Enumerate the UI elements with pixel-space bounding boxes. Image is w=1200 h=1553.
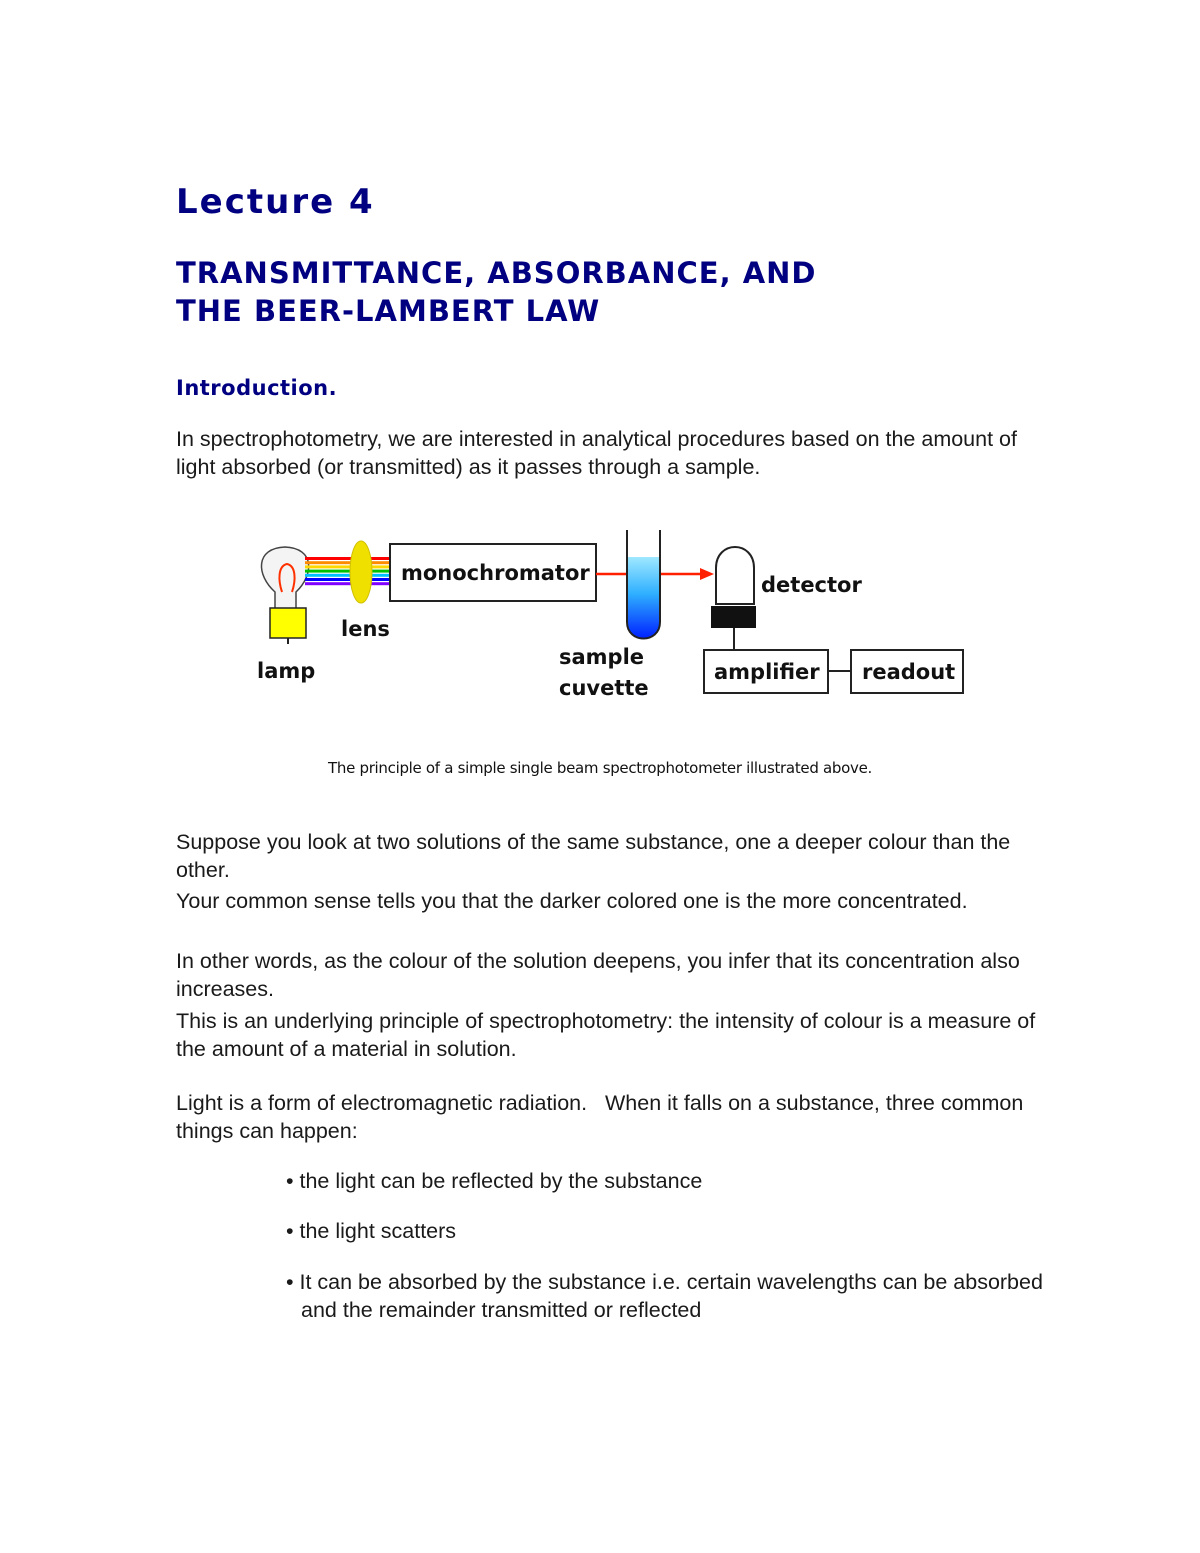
- cuvette-icon: [627, 530, 660, 639]
- rainbow-band: [305, 561, 390, 564]
- bullet-item: • the light scatters: [286, 1219, 457, 1243]
- body-paragraph: Suppose you look at two solutions of the same substance, one a deeper colour than the other.: [176, 830, 1011, 882]
- body-paragraph: In other words, as the colour of the solution deepens, you infer that its concentration also increases.: [176, 949, 1020, 1001]
- detector-icon: [711, 547, 756, 650]
- rainbow-band: [305, 565, 390, 568]
- rainbow-band: [305, 582, 390, 585]
- amplifier-label: amplifier: [714, 660, 820, 684]
- detector-label: detector: [761, 573, 862, 597]
- rainbow-band: [305, 557, 390, 560]
- body-paragraph: Your common sense tells you that the darker colored one is the more concentrated.: [176, 889, 968, 913]
- lens-icon: [350, 541, 372, 603]
- beam-arrow-head: [700, 568, 714, 580]
- rainbow-beam: [305, 557, 390, 585]
- spectrophotometer-diagram: [0, 0, 1200, 760]
- monochromator-label: monochromator: [401, 561, 590, 585]
- body-paragraph: This is an underlying principle of spectrophotometry: the intensity of colour is a measure of the amount of a material in solution.: [176, 1009, 1036, 1061]
- figure-caption: The principle of a simple single beam spectrophotometer illustrated above.: [328, 759, 872, 777]
- rainbow-band: [305, 578, 390, 581]
- bullet-item: • It can be absorbed by the substance i.e. certain wavelengths can be absorbed and the remainder transmitted or reflected: [286, 1270, 1043, 1322]
- lecture-title: Lecture 4: [176, 182, 375, 222]
- main-title-line-2: THE BEER-LAMBERT LAW: [176, 294, 601, 328]
- lens-label: lens: [341, 617, 390, 641]
- rainbow-band: [305, 574, 390, 577]
- rainbow-band: [305, 570, 390, 573]
- lamp-icon: [261, 547, 308, 644]
- lamp-base: [270, 608, 306, 638]
- bullet-item: • the light can be reflected by the substance: [286, 1169, 703, 1193]
- body-paragraph: Light is a form of electromagnetic radiation. When it falls on a substance, three common things can happen:: [176, 1091, 1030, 1143]
- main-title-line-1: TRANSMITTANCE, ABSORBANCE, AND: [176, 256, 817, 290]
- lamp-label: lamp: [257, 659, 316, 683]
- cuvette-label: cuvette: [559, 676, 649, 700]
- sample-label: sample: [559, 645, 645, 669]
- intro-paragraph: In spectrophotometry, we are interested in analytical procedures based on the amount of light absorbed (or transmitted) as it passes through a sample.: [176, 427, 1017, 479]
- section-title: Introduction.: [176, 376, 338, 400]
- readout-label: readout: [862, 660, 956, 684]
